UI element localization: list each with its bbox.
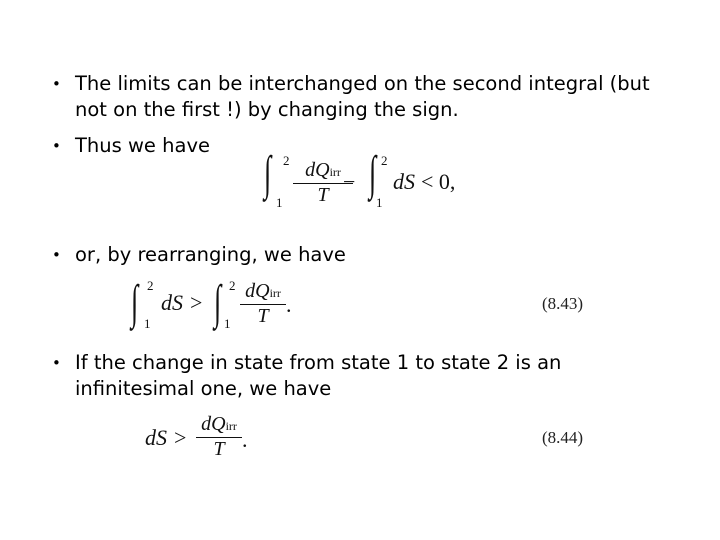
relation-greater-than: > [190, 290, 203, 315]
relation-greater-than: > [174, 425, 187, 450]
bullet-marker: • [52, 75, 61, 93]
fraction-numerator: dQirr [201, 413, 237, 435]
integral-lower-limit: 1 [376, 195, 383, 210]
integral-lower-limit: 1 [276, 195, 283, 210]
ds-term: dS [161, 290, 183, 315]
equation-number: (8.43) [542, 294, 584, 313]
bullet-text: or, by rearranging, we have [75, 243, 346, 266]
fraction-dq-irr-over-t [240, 281, 286, 326]
bullet-limits-interchange [52, 71, 672, 123]
equation-period: . [242, 427, 248, 452]
integral-upper-limit: 2 [229, 278, 236, 293]
fraction-numerator: dQirr [305, 159, 341, 181]
integral-sign: ∫ [214, 276, 222, 329]
integral-upper-limit: 2 [147, 278, 154, 293]
equation-number: (8.44) [542, 428, 584, 447]
relation-less-than-zero: < 0, [421, 169, 456, 194]
integral-sign: ∫ [369, 147, 377, 200]
bullet-marker: • [52, 137, 61, 155]
fraction-dq-irr-over-t [196, 414, 242, 459]
fraction-denominator: T [257, 305, 269, 327]
integral-sign: ∫ [264, 147, 272, 200]
integral-lower-limit: 1 [144, 316, 151, 331]
bullet-rearranging [52, 242, 672, 268]
ds-term: dS [145, 425, 167, 450]
ds-term: dS [393, 169, 415, 194]
bullet-text: Thus we have [75, 134, 210, 157]
integral-upper-limit: 2 [381, 153, 388, 168]
bullet-text: If the change in state from state 1 to state 2 is an infinitesimal one, we have [75, 351, 562, 400]
integral-lower-limit: 1 [224, 316, 231, 331]
integral-upper-limit: 2 [283, 153, 290, 168]
bullet-marker: • [52, 246, 61, 264]
bullet-thus-we-have [52, 133, 672, 159]
fraction-denominator: T [317, 184, 329, 206]
bullet-marker: • [52, 354, 61, 372]
integral-sign: ∫ [131, 276, 139, 329]
fraction-denominator: T [213, 438, 225, 460]
minus-sign: − [343, 169, 356, 194]
equation-period: . [286, 292, 292, 317]
fraction-numerator: dQirr [245, 280, 281, 302]
bullet-text: The limits can be interchanged on the second integral (but not on the first !) by changing the sign. [75, 72, 650, 121]
bullet-infinitesimal-change [52, 350, 672, 402]
